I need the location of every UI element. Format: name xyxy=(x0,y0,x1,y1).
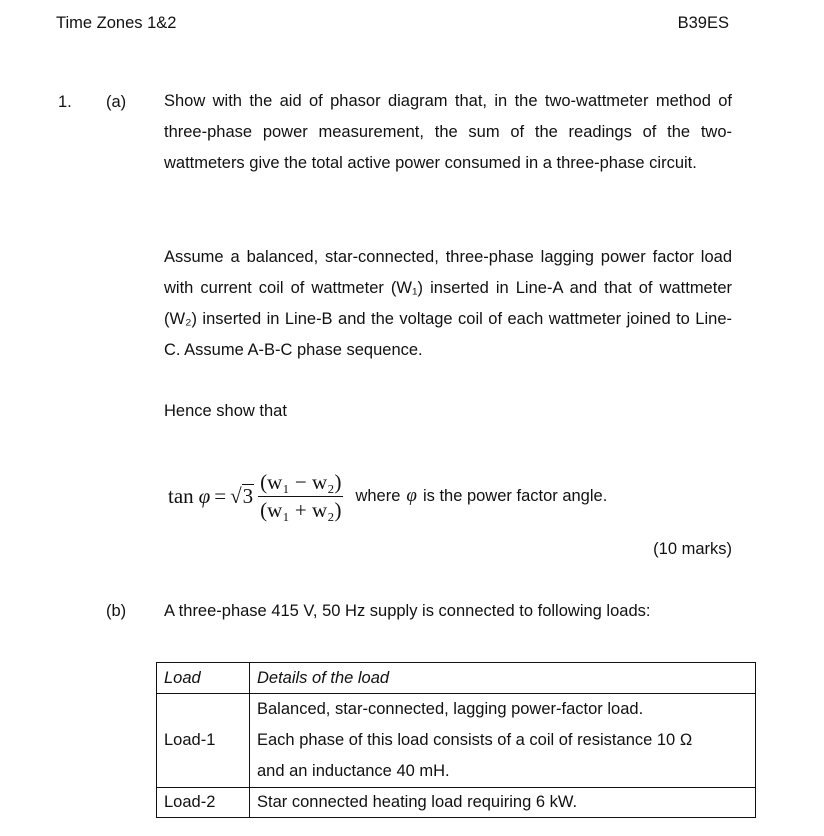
sqrt-symbol: √ xyxy=(230,483,242,508)
sqrt-argument: 3 xyxy=(242,484,254,509)
detail-line: and an inductance 40 mH. xyxy=(257,762,450,780)
table-cell-details: Star connected heating load requiring 6 kW. xyxy=(250,788,756,818)
header-module-title: Time Zones 1&2 xyxy=(56,14,177,32)
formula-tan: tan xyxy=(168,483,194,508)
header-course-code: B39ES xyxy=(677,14,729,32)
table-header-load: Load xyxy=(157,663,250,694)
part-b-text: A three-phase 415 V, 50 Hz supply is connected to following loads: xyxy=(164,602,651,620)
table-row xyxy=(157,694,756,788)
table-header-row xyxy=(157,663,756,694)
loads-table xyxy=(156,662,756,818)
formula-where-phi: φ xyxy=(406,485,417,506)
tan-phi-formula xyxy=(168,462,607,530)
table-header-details: Details of the load xyxy=(250,663,756,694)
table-cell-load: Load-1 xyxy=(157,694,250,788)
part-a-paragraph-1: Show with the aid of phasor diagram that, in the two-wattmeter method of three-phase power measurement, the sum of the readings of the two-wattmeters give the total active power consumed in a three-phase circuit. xyxy=(164,92,732,172)
marks-label: (10 marks) xyxy=(653,540,732,558)
formula-numerator: (w₁ − w₂) xyxy=(258,470,343,497)
part-a-paragraph-3: Hence show that xyxy=(164,402,287,420)
detail-line: Each phase of this load consists of a coil of resistance 10 Ω xyxy=(257,731,693,749)
formula-where-suffix: is the power factor angle. xyxy=(422,486,608,505)
formula-where-prefix: where xyxy=(355,486,401,505)
table-cell-details xyxy=(250,694,756,788)
formula-sqrt xyxy=(230,484,254,509)
question-number: 1. xyxy=(58,93,72,111)
table-row xyxy=(157,788,756,818)
part-b-label: (b) xyxy=(106,602,127,620)
formula-phi: φ xyxy=(198,483,211,508)
detail-line: Balanced, star-connected, lagging power-factor load. xyxy=(257,700,644,718)
formula-fraction xyxy=(258,470,343,523)
part-a-label: (a) xyxy=(106,93,127,111)
formula-equals: = xyxy=(214,483,227,508)
part-a-paragraph-2: Assume a balanced, star-connected, three-phase lagging power factor load with current coil of wattmeter (W₁) inserted in Line-A and that of wattmeter (W₂) inserted in Line-B and the voltage coil of each wattmeter joined to Line-C. Assume A-B-C phase sequence. xyxy=(164,248,732,359)
formula-denominator: (w₁ + w₂) xyxy=(260,497,342,522)
table-cell-load: Load-2 xyxy=(157,788,250,818)
